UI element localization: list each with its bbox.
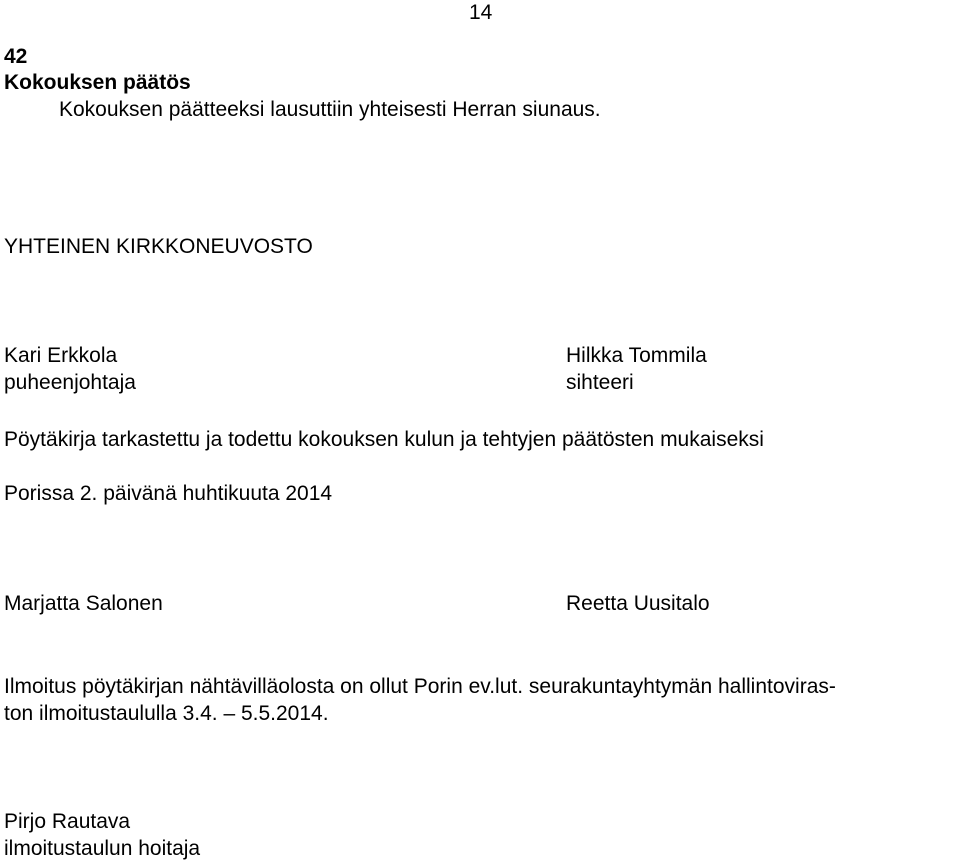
verification-place-date: Porissa 2. päivänä huhtikuuta 2014 — [4, 482, 333, 505]
organization-name: YHTEINEN KIRKKONEUVOSTO — [4, 235, 313, 258]
secretary-name: Hilkka Tommila — [566, 344, 707, 367]
section-body: Kokouksen päätteeksi lausuttiin yhteisesti Herran siunaus. — [59, 98, 601, 121]
secretary-role: sihteeri — [566, 371, 634, 394]
chair-name: Kari Erkkola — [4, 344, 118, 367]
section-title: Kokouksen päätös — [4, 71, 191, 94]
notice-line-1: Ilmoitus pöytäkirjan nähtävilläolosta on ollut Porin ev.lut. seurakuntayhtymän hallintoviras- — [4, 675, 836, 698]
verifier-name-1: Marjatta Salonen — [4, 592, 163, 615]
notice-line-2: ton ilmoitustaululla 3.4. – 5.5.2014. — [4, 702, 329, 725]
chair-role: puheenjohtaja — [4, 371, 136, 394]
section-number: 42 — [4, 45, 28, 68]
page-number: 14 — [469, 1, 493, 24]
verification-statement: Pöytäkirja tarkastettu ja todettu kokouksen kulun ja tehtyjen päätösten mukaiseksi — [4, 428, 764, 451]
verifier-name-2: Reetta Uusitalo — [566, 592, 710, 615]
notice-keeper-role: ilmoitustaulun hoitaja — [4, 837, 201, 860]
notice-keeper-name: Pirjo Rautava — [4, 810, 131, 833]
